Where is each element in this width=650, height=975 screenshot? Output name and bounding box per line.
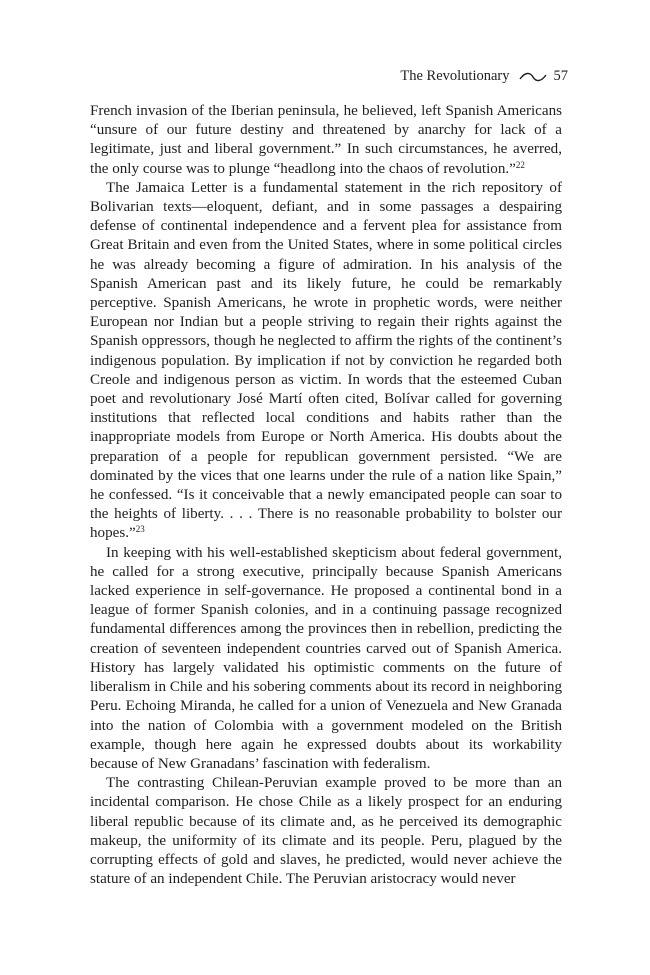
page-number: 57 [553,68,568,84]
paragraph-text: In keeping with his well-established skepticism about federal government, he called for a strong executive, principally because Spanish Americans lacked experience in self-governance. He proposed a continental bond in a league of former Spanish colonies, and in a continuing passage recognized fundamental differences among the provinces then in rebellion, predicting the creation of seventeen independent countries carved out of Spanish America. History has largely validated his optimistic comments on the future of liberalism in Chile and his sobering comments about its record in neighboring Peru. Echoing Miranda, he called for a union of Venezuela and New Granada into the nation of Colombia with a government modeled on the British example, though here again he expressed doubts about its workability because of New Granadans’ fascination with federalism. [90,544,562,772]
paragraph-text: The contrasting Chilean-Peruvian example proved to be more than an incidental comparison. He chose Chile as a likely prospect for an enduring liberal republic because of its climate and, as he perceived its demographic makeup, the uniformity of its climate and its people. Peru, plagued by the corrupting effects of gold and slaves, he predicted, would never achieve the stature of an independent Chile. The Peruvian aristocracy would never [90,775,562,888]
body-text [90,102,562,889]
running-title: The Revolutionary [400,68,510,84]
paragraph [90,544,562,774]
footnote-reference: 22 [515,159,525,170]
paragraph-text: The Jamaica Letter is a fundamental statement in the rich repository of Bolivarian texts—eloquent, defiant, and in some passages a despairing defense of continental independence and a fervent plea for assistance from Great Britain and even from the United States, where in some political circles he was already becoming a figure of admiration. In his analysis of the Spanish American past and its likely future, he could be remarkably perceptive. Spanish Americans, he wrote in prophetic words, were neither European nor Indian but a people striving to regain their rights against the Spanish oppressors, though he neglected to affirm the rights of the continent’s indigenous population. By implication if not by conviction he regarded both Creole and indigenous person as victim. In words that the esteemed Cuban poet and revolutionary José Martí often cited, Bolívar called for governing institutions that reflected local conditions and habits rather than the inappropriate models from Europe or North America. His doubts about the preparation of a people for republican government persisted. “We are dominated by the vices that one learns under the rule of a nation like Spain,” he confessed. “Is it conceivable that a newly emancipated people can soar to the heights of liberty. . . . There is no reasonable probability to bolster our hopes.” [90,179,562,542]
paragraph [90,102,562,179]
paragraph-text: French invasion of the Iberian peninsula, he believed, left Spanish Americans “unsure of our future destiny and threatened by anarchy for lack of a legitimate, just and liberal government.” In such circumstances, he averred, the only course was to plunge “headlong into the chaos of revolution.” [90,103,562,177]
paragraph [90,774,562,889]
footnote-reference: 23 [135,524,145,535]
swung-dash-ornament-icon [518,71,548,83]
running-head [400,66,568,86]
paragraph [90,179,562,544]
